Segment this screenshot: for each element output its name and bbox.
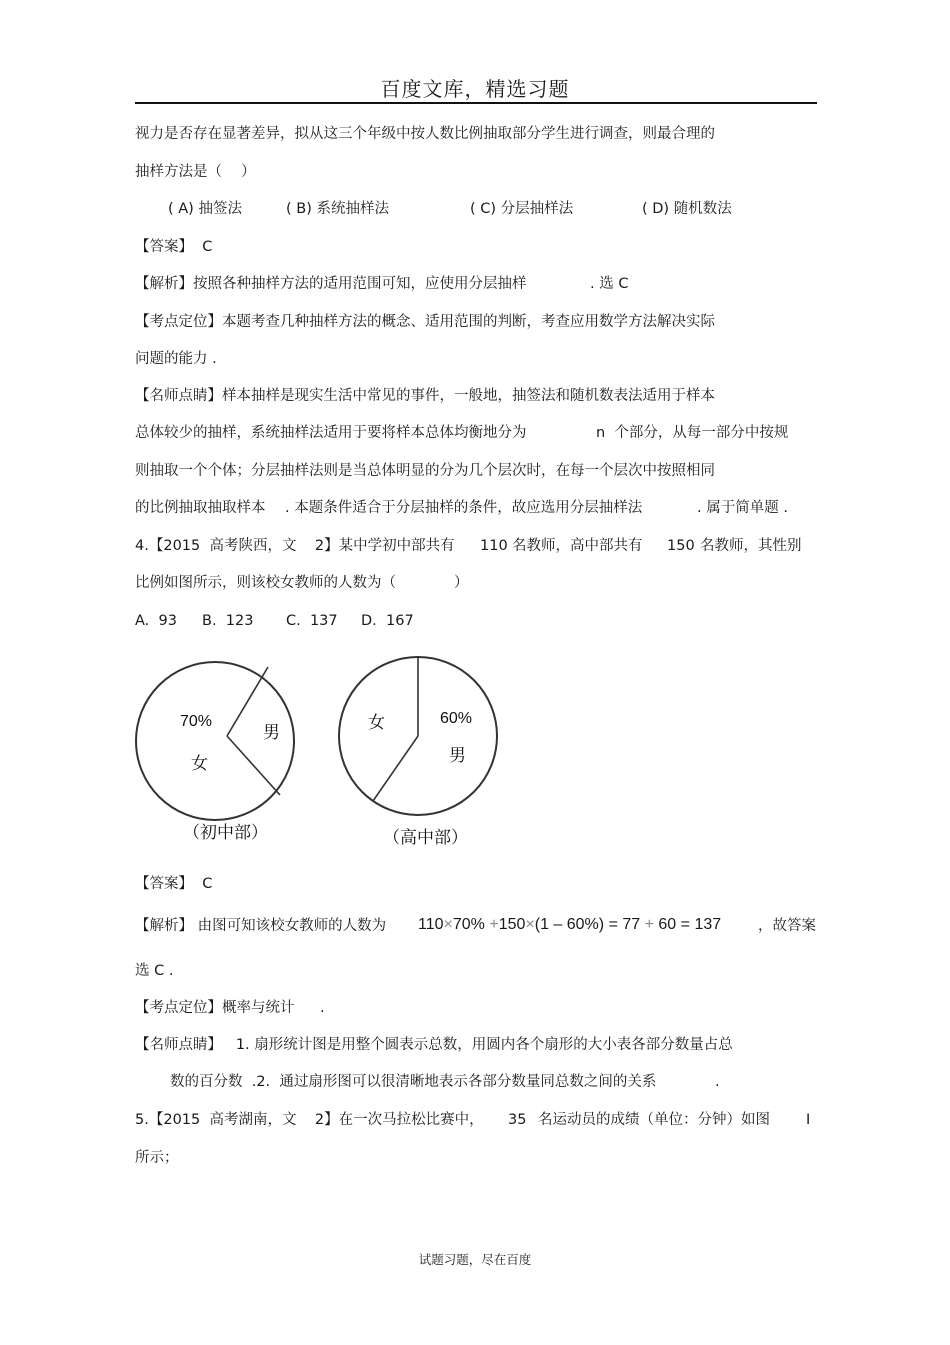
formula-term: 110 xyxy=(418,916,444,933)
analysis-label: 【解析】 xyxy=(135,276,193,292)
q3-mingshi-line4a: 的比例抽取抽取样本 xyxy=(135,500,266,516)
mingshi-text: 样本抽样是现实生活中常见的事件，一般地，抽签法和随机数表法适用于样本 xyxy=(222,388,715,404)
q4-mingshi-line2b: . xyxy=(715,1074,720,1090)
answer-value: C xyxy=(202,876,213,892)
pie-senior-caption: （高中部） xyxy=(383,828,468,848)
q4-formula-tail: ，故答案 xyxy=(758,918,816,934)
q4-formula xyxy=(418,916,721,934)
q5-stem-line1b: 名运动员的成绩（单位：分钟）如图 xyxy=(538,1112,770,1128)
option-letter: ( B) xyxy=(286,201,312,217)
mingshi-label: 【名师点睛】 xyxy=(135,1037,222,1053)
formula-op: × xyxy=(525,916,535,933)
pie-junior-pct-label: 70% xyxy=(180,713,213,730)
q3-analysis-tail: . 选 C xyxy=(590,276,629,292)
formula-op: = xyxy=(680,916,690,933)
q3-mingshi-line2a: 总体较少的抽样，系统抽样法适用于要将样本总体均衡地分为 xyxy=(135,425,527,441)
q5-stem-line1 xyxy=(135,1111,484,1129)
option-letter: ( D) xyxy=(642,201,670,217)
option-text: 系统抽样法 xyxy=(316,201,389,217)
question-number: 4. xyxy=(135,538,149,554)
q3-stem-line2: 抽样方法是（ ） xyxy=(135,164,256,180)
q3-option-a xyxy=(168,200,242,218)
page-footer: 试题习题，尽在百度 xyxy=(418,1252,532,1267)
option-text: 抽签法 xyxy=(198,201,242,217)
option-letter: ( C) xyxy=(470,201,497,217)
analysis-label: 【解析】 xyxy=(135,918,193,934)
q4-kaodian-tail: . xyxy=(320,1000,325,1016)
answer-value: C xyxy=(202,239,213,255)
option-letter: B. xyxy=(202,613,217,629)
formula-op: × xyxy=(443,916,453,933)
q3-mingshi-line4b: . 本题条件适合于分层抽样的条件，故应选用分层抽样法 xyxy=(285,500,643,516)
pie-junior-male-label: 男 xyxy=(263,723,280,743)
q4-kaodian xyxy=(135,999,295,1017)
formula-term: 150 xyxy=(498,916,526,933)
q4-option-a xyxy=(135,612,177,630)
q3-mingshi-line4c: . 属于简单题 . xyxy=(697,500,788,516)
question-source: 【2015 高考陕西，文 2】 xyxy=(148,538,339,554)
pie-senior-male-label: 男 xyxy=(449,746,466,766)
q4-stem-n1: 110 xyxy=(480,538,508,554)
q3-mingshi-line2b: n 个部分，从每一部分中按规 xyxy=(596,425,789,441)
option-text: 分层抽样法 xyxy=(500,201,574,217)
formula-op: + xyxy=(644,916,654,933)
mingshi-text: 1. 扇形统计图是用整个圆表示总数，用圆内各个扇形的大小表各部分数量占总 xyxy=(235,1037,733,1053)
q4-select-line: 选 C . xyxy=(135,963,174,979)
pie-junior-divider-2 xyxy=(227,736,280,795)
q4-stem-line1 xyxy=(135,537,455,555)
kaodian-text: 概率与统计 xyxy=(222,1000,295,1016)
formula-term: (1 – 60%) xyxy=(534,916,605,933)
q3-mingshi-line1 xyxy=(135,387,715,405)
q3-answer xyxy=(135,238,212,256)
option-value: 137 xyxy=(309,613,338,629)
option-letter: A. xyxy=(135,613,150,629)
header-rule xyxy=(135,102,817,104)
pie-junior-female-label: 女 xyxy=(191,754,208,774)
kaodian-label: 【考点定位】 xyxy=(135,314,222,330)
answer-label: 【答案】 xyxy=(135,239,193,255)
option-value: 167 xyxy=(386,613,414,629)
gender-pie-charts xyxy=(135,650,515,855)
option-letter: C. xyxy=(286,613,301,629)
pie-junior-divider-1 xyxy=(227,667,268,736)
page-header-title: 百度文库，精选习题 xyxy=(380,77,570,101)
q5-stem-line1c: I xyxy=(806,1112,811,1128)
q3-kaodian-line2: 问题的能力 . xyxy=(135,351,217,367)
kaodian-text: 本题考查几种抽样方法的概念、适用范围的判断，考查应用数学方法解决实际 xyxy=(222,314,715,330)
formula-result: 137 xyxy=(694,916,722,933)
formula-term: 70% xyxy=(452,916,485,933)
analysis-text: 由图可知该校女教师的人数为 xyxy=(197,918,387,934)
option-letter: D. xyxy=(361,613,377,629)
pie-senior-divider-2 xyxy=(373,736,418,801)
answer-label: 【答案】 xyxy=(135,876,193,892)
q4-option-d xyxy=(361,612,414,630)
q3-option-b xyxy=(286,200,389,218)
q4-answer xyxy=(135,875,212,893)
option-text: 随机数法 xyxy=(673,201,732,217)
q4-stem-line1b: 名教师，高中部共有 xyxy=(512,538,643,554)
q3-kaodian-line1 xyxy=(135,313,715,331)
option-letter: ( A) xyxy=(168,201,194,217)
q4-mingshi-line2a: 数的百分数 .2. 通过扇形图可以很清晰地表示各部分数量同总数之间的关系 xyxy=(170,1074,657,1090)
formula-term: 60 xyxy=(658,916,677,933)
analysis-text: 按照各种抽样方法的适用范围可知，应使用分层抽样 xyxy=(193,276,527,292)
mingshi-label: 【名师点睛】 xyxy=(135,388,222,404)
q5-stem-line2: 所示； xyxy=(135,1150,179,1166)
pie-senior-female-label: 女 xyxy=(368,713,385,733)
q5-stem-n: 35 xyxy=(508,1112,527,1128)
question-number: 5. xyxy=(135,1112,149,1128)
stem-text: 某中学初中部共有 xyxy=(338,538,455,554)
kaodian-label: 【考点定位】 xyxy=(135,1000,222,1016)
pie-junior-caption: （初中部） xyxy=(183,823,268,843)
q4-option-c xyxy=(286,612,338,630)
q4-stem-line2: 比例如图所示，则该校女教师的人数为（ ） xyxy=(135,575,469,591)
pie-junior xyxy=(136,662,294,843)
q3-stem-line1: 视力是否存在显著差异，拟从这三个年级中按人数比例抽取部分学生进行调查，则最合理的 xyxy=(135,126,715,142)
formula-op: = xyxy=(608,916,618,933)
q4-stem-n2: 150 xyxy=(667,538,695,554)
q4-mingshi-line1 xyxy=(135,1036,733,1054)
formula-op: + xyxy=(489,916,499,933)
pie-senior-pct-label: 60% xyxy=(440,710,473,727)
pie-senior xyxy=(339,657,497,848)
formula-term: 77 xyxy=(622,916,641,933)
q4-option-b xyxy=(202,612,253,630)
question-source: 【2015 高考湖南，文 2】 xyxy=(148,1112,339,1128)
option-value: 123 xyxy=(225,613,254,629)
q3-mingshi-line3: 则抽取一个个体；分层抽样法则是当总体明显的分为几个层次时，在每一个层次中按照相同 xyxy=(135,463,715,479)
q4-stem-line1c: 名教师，其性别 xyxy=(700,538,802,554)
q3-option-c xyxy=(470,200,573,218)
option-value: 93 xyxy=(158,613,177,629)
q4-analysis xyxy=(135,917,386,935)
q3-option-d xyxy=(642,200,732,218)
stem-text: 在一次马拉松比赛中， xyxy=(338,1112,484,1128)
q3-analysis xyxy=(135,275,527,293)
